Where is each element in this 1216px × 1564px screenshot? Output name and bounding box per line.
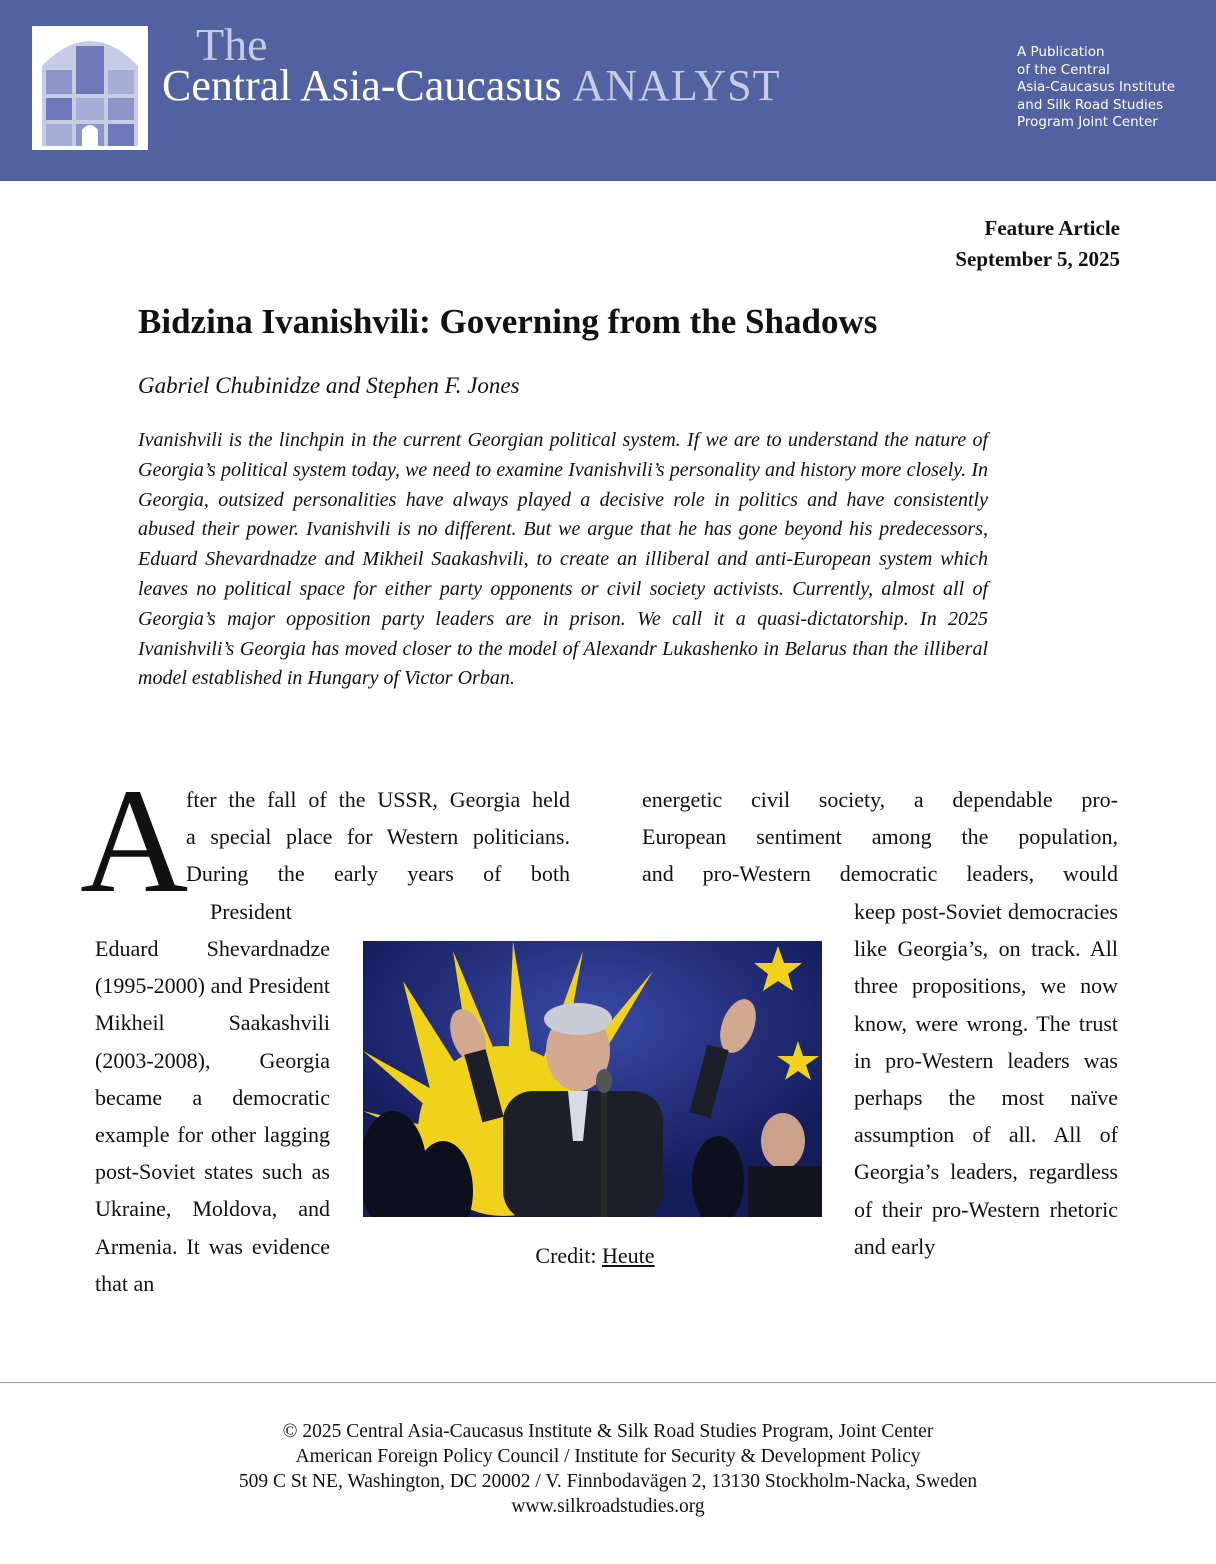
- footer: [0, 1419, 1216, 1519]
- publication-note: [1017, 44, 1207, 132]
- body-line: European sentiment among the population,: [642, 824, 1118, 850]
- masthead-central: Central Asia-Caucasus: [162, 61, 562, 110]
- body-paragraph: Eduard Shevardnadze (1995-2000) and President Mikheil Saakashvili (2003-2008), Georgia became a democratic example for other lagging post-Soviet states such as Ukraine, Moldova, and Armenia. It was evidence that an: [95, 936, 330, 1296]
- publication-note-line: A Publication: [1017, 44, 1105, 60]
- article-authors: Gabriel Chubinidze and Stephen F. Jones: [138, 373, 520, 398]
- footer-organizations: American Foreign Policy Council / Institute for Security & Development Policy: [295, 1446, 921, 1467]
- header-banner: [0, 0, 1216, 181]
- publish-date: September 5, 2025: [955, 247, 1120, 271]
- body-line: and pro-Western democratic leaders, would: [642, 861, 1118, 887]
- body-line: During the early years of both: [186, 861, 570, 887]
- publication-note-line: Program Joint Center: [1017, 114, 1158, 130]
- photo-illustration: [363, 941, 822, 1217]
- footer-address: 509 C St NE, Washington, DC 20002 / V. Finnbodavägen 2, 13130 Stockholm-Nacka, Sweden: [238, 1471, 978, 1492]
- article-abstract: Ivanishvili is the linchpin in the current Georgian political system. If we are to understand the nature of Georgia’s political system today, we need to examine Ivanishvili’s personality and history more closely. In Georgia, outsized personalities have always played a decisive role in politics and have consistently abused their power. Ivanishvili is no different. But we argue that he has gone beyond his predecessors, Eduard Shevardnadze and Mikheil Saakashvili, to create an illiberal and anti-European system which leaves no political space for either party opponents or civil society activists. Currently, almost all of Georgia’s major opposition party leaders are in prison. We call it a quasi-dictatorship. In 2025 Ivanishvili’s Georgia has moved closer to the model of Alexandr Lukashenko in Belarus than the illiberal model established in Hungary of Victor Orban.: [138, 429, 988, 690]
- body-column-1-top: [186, 781, 570, 893]
- body-column-2-top: [642, 781, 1118, 893]
- body-line: President: [210, 899, 292, 924]
- caption-prefix: Credit:: [535, 1243, 603, 1268]
- masthead-title: [162, 61, 781, 110]
- article-meta: [955, 213, 1120, 275]
- caption-credit-link[interactable]: Heute: [602, 1243, 655, 1268]
- body-line: a special place for Western politicians.: [186, 824, 570, 850]
- masthead-analyst: ANALYST: [572, 61, 781, 110]
- publication-note-line: Asia-Caucasus Institute: [1017, 79, 1176, 95]
- arch-windows-icon: [32, 26, 148, 150]
- drop-cap: A: [80, 758, 189, 924]
- body-paragraph: keep post-Soviet democracies like Georgia’s, on track. All three propositions, we now know, were wrong. The trust in pro-Western leaders was perhaps the most naïve assumption of all. All of Georgia’s leaders, regardless of their pro-Western rhetoric and early: [854, 899, 1118, 1259]
- section-label: Feature Article: [984, 216, 1120, 240]
- footer-website: www.silkroadstudies.org: [511, 1496, 705, 1517]
- logo: [32, 26, 148, 150]
- article-photo: [363, 941, 822, 1217]
- masthead-the: The: [196, 19, 268, 70]
- article-title: Bidzina Ivanishvili: Governing from the Shadows: [138, 302, 878, 341]
- footer-divider: [0, 1382, 1216, 1383]
- photo-caption: [363, 1243, 827, 1269]
- footer-copyright: © 2025 Central Asia-Caucasus Institute & Silk Road Studies Program, Joint Center: [282, 1421, 934, 1442]
- body-line: energetic civil society, a dependable pro-: [642, 787, 1118, 812]
- body-line: fter the fall of the USSR, Georgia held: [186, 787, 570, 812]
- body-column-1-president: [210, 893, 330, 930]
- publication-note-line: and Silk Road Studies: [1017, 96, 1164, 113]
- publication-note-line: of the Central: [1017, 61, 1110, 78]
- body-column-1-narrow: [95, 930, 330, 1302]
- body-column-2-narrow: [854, 893, 1118, 1265]
